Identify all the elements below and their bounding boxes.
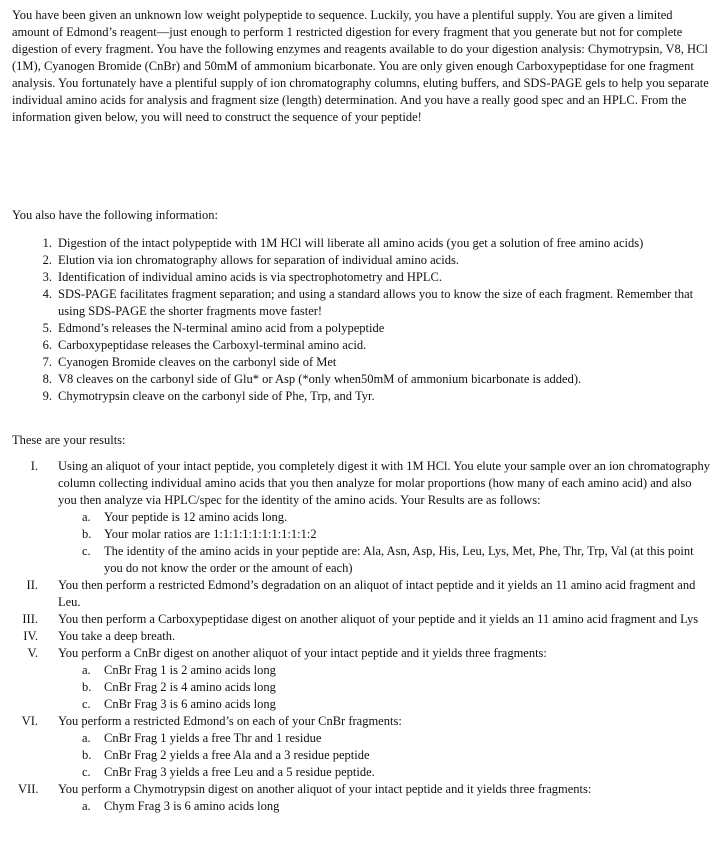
result-subitem-letter: c. [82,765,91,779]
info-item-number: 4. [42,287,52,301]
result-subitem-text: CnBr Frag 1 is 2 amino acids long [104,663,276,677]
result-item [12,645,712,713]
info-item [12,388,712,405]
result-item [12,628,712,645]
result-subitem [58,526,712,543]
result-item-text: You take a deep breath. [58,629,176,643]
result-item [12,611,712,628]
result-item [12,713,712,781]
info-item-text: V8 cleaves on the carbonyl side of Glu* or Asp (*only when50mM of ammonium bicarbonate is added). [58,372,582,386]
results-list [12,458,712,815]
result-subitem-letter: b. [82,527,92,541]
info-list [12,235,712,405]
result-subitem [58,509,712,526]
result-subitem [58,543,712,577]
result-item-number: VI. [21,714,38,728]
result-subitem-letter: a. [82,663,91,677]
info-item [12,320,712,337]
result-subitem-letter: a. [82,731,91,745]
result-subitem-text: CnBr Frag 1 yields a free Thr and 1 residue [104,731,322,745]
result-item-text: You perform a Chymotrypsin digest on another aliquot of your intact peptide and it yields three fragments: [58,782,592,796]
info-item-text: SDS-PAGE facilitates fragment separation; and using a standard allows you to know the size of each fragment. Remember that using SDS-PAGE the shorter fragments move faster! [58,287,694,318]
info-item-number: 5. [42,321,52,335]
result-item-text: Using an aliquot of your intact peptide, you completely digest it with 1M HCl. You elute your sample over an ion chromatography column collecting individual amino acids that you then analyze for molar proportions (how many of each amino acid) and also you then analyze via HPLC/spec for the identity of the amino acids. Your Results are as follows: [58,459,710,507]
info-item-text: Carboxypeptidase releases the Carboxyl-terminal amino acid. [58,338,367,352]
result-item-text: You perform a CnBr digest on another aliquot of your intact peptide and it yields three fragments: [58,646,547,660]
result-subitem [58,730,712,747]
info-heading: You also have the following information: [12,208,218,222]
result-subitem [58,679,712,696]
result-subitem-letter: b. [82,748,92,762]
info-item-text: Identification of individual amino acids is via spectrophotometry and HPLC. [58,270,442,284]
result-item-text: You then perform a Carboxypeptidase digest on another aliquot of your peptide and it yields an 11 amino acid fragment and Lys [58,612,699,626]
result-subitem-letter: c. [82,697,91,711]
result-item [12,577,712,611]
result-subitem-text: CnBr Frag 3 yields a free Leu and a 5 residue peptide. [104,765,375,779]
info-item-text: Edmond’s releases the N-terminal amino acid from a polypeptide [58,321,385,335]
result-subitem [58,798,712,815]
result-subitem-letter: a. [82,510,91,524]
result-subitem-letter: a. [82,799,91,813]
result-item-number: I. [30,459,38,473]
info-item [12,354,712,371]
intro-paragraph: You have been given an unknown low weight polypeptide to sequence. Luckily, you have a plentiful supply. You are given a limited amount of Edmond’s reagent—just enough to perform 1 restricted digestion for every fragment that you generate but not for complete digestion of every fragment. You have the following enzymes and reagents available to do your digestion analysis: Chymotrypsin, V8, HCl (1M), Cyanogen Bromide (CnBr) and 50mM of ammonium bicarbonate. You are only given enough Carboxypeptidase for one fragment analysis. You fortunately have a plentiful supply of ion chromatography columns, eluting buffers, and SDS-PAGE gels to help you separate individual amino acids for analysis and fragment size (length) determination. And you have a really good spec and an HPLC. From the information given below, you will need to construct the sequence of your peptide! [12,8,709,124]
result-item [12,781,712,815]
result-item [12,458,712,577]
result-subitem-letter: c. [82,544,91,558]
result-subitem-text: CnBr Frag 2 is 4 amino acids long [104,680,276,694]
result-subitem-text: CnBr Frag 2 yields a free Ala and a 3 residue peptide [104,748,370,762]
result-sublist [58,798,712,815]
result-item-number: IV. [23,629,38,643]
info-item-text: Cyanogen Bromide cleaves on the carbonyl side of Met [58,355,337,369]
result-sublist [58,662,712,713]
results-heading: These are your results: [12,433,126,447]
info-item-number: 1. [42,236,52,250]
result-subitem-text: The identity of the amino acids in your peptide are: Ala, Asn, Asp, His, Leu, Lys, Met, Phe, Thr, Trp, Val (at this point you do not know the order or the amount of each) [104,544,694,575]
info-item [12,371,712,388]
result-sublist [58,730,712,781]
result-sublist [58,509,712,577]
result-subitem-letter: b. [82,680,92,694]
info-item-text: Chymotrypsin cleave on the carbonyl side of Phe, Trp, and Tyr. [58,389,375,403]
result-subitem-text: Your molar ratios are 1:1:1:1:1:1:1:1:1:1:2 [104,527,317,541]
result-subitem [58,696,712,713]
info-item-text: Digestion of the intact polypeptide with 1M HCl will liberate all amino acids (you get a solution of free amino acids) [58,236,644,250]
info-item-number: 8. [42,372,52,386]
info-item [12,252,712,269]
result-subitem [58,662,712,679]
result-subitem-text: Your peptide is 12 amino acids long. [104,510,288,524]
info-item-text: Elution via ion chromatography allows for separation of individual amino acids. [58,253,459,267]
result-subitem-text: Chym Frag 3 is 6 amino acids long [104,799,280,813]
result-item-number: III. [22,612,38,626]
result-item-number: V. [27,646,38,660]
result-item-number: II. [26,578,38,592]
result-subitem-text: CnBr Frag 3 is 6 amino acids long [104,697,276,711]
info-item [12,269,712,286]
info-item-number: 9. [42,389,52,403]
result-item-number: VII. [18,782,39,796]
info-item [12,286,712,320]
result-item-text: You perform a restricted Edmond’s on each of your CnBr fragments: [58,714,402,728]
info-item [12,337,712,354]
info-item [12,235,712,252]
result-item-text: You then perform a restricted Edmond’s degradation on an aliquot of intact peptide and it yields an 11 amino acid fragment and Leu. [58,578,696,609]
info-item-number: 2. [42,253,52,267]
info-item-number: 6. [42,338,52,352]
info-item-number: 3. [42,270,52,284]
info-item-number: 7. [42,355,52,369]
result-subitem [58,764,712,781]
result-subitem [58,747,712,764]
